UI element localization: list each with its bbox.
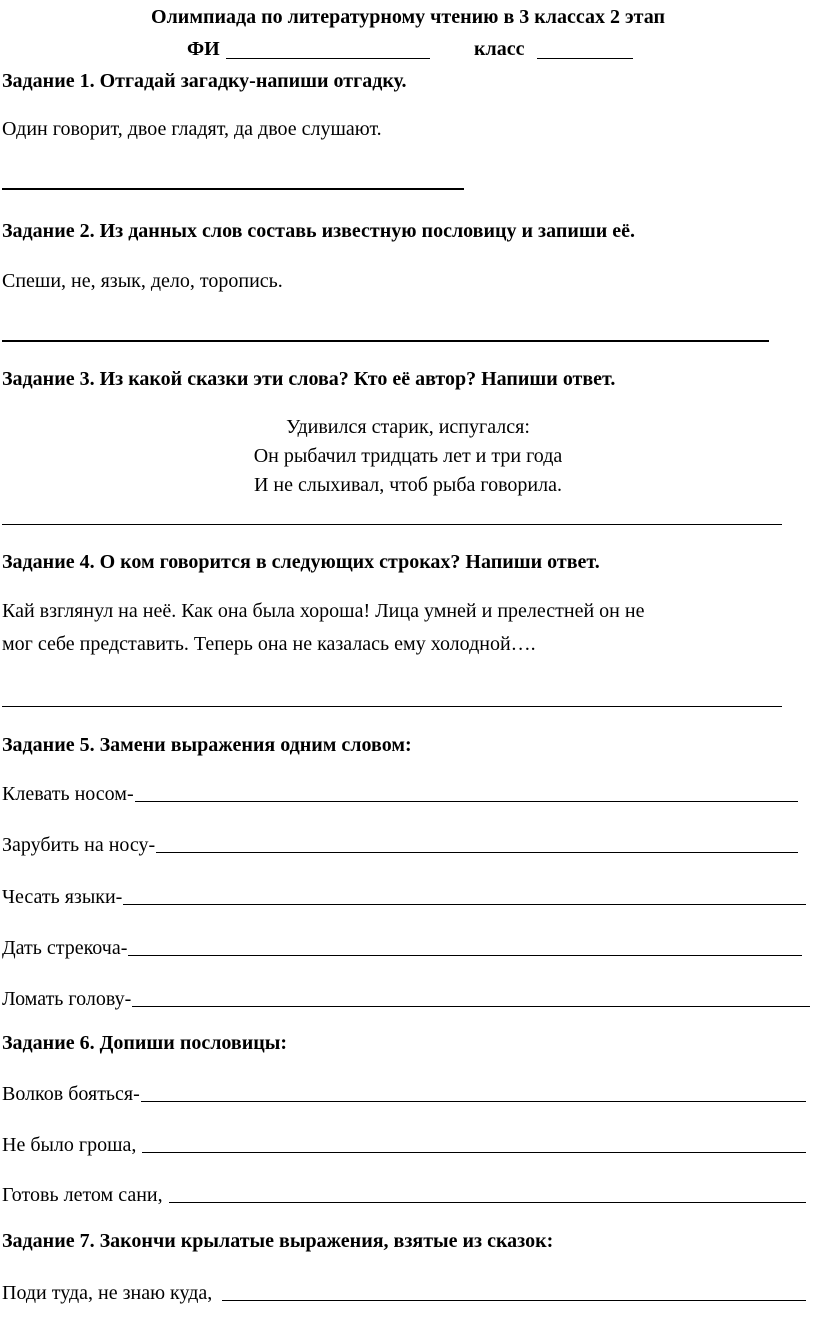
poem-line: Он рыбачил тридцать лет и три года [253, 445, 563, 467]
task3-heading: Задание 3. Из какой сказки эти слова? Кто её автор? Напиши ответ. [2, 368, 616, 390]
task2-heading: Задание 2. Из данных слов составь известную пословицу и запиши её. [2, 220, 636, 242]
item-label: Зарубить на носу- [2, 834, 156, 856]
answer-line[interactable] [141, 1101, 806, 1102]
task5-item [2, 934, 802, 960]
item-label: Дать стрекоча- [2, 937, 128, 959]
task4-text-line: Кай взглянул на неё. Как она была хороша! Лица умней и прелестней он не [2, 600, 645, 622]
page-title: Олимпиада по литературному чтению в 3 классах 2 этап [151, 6, 665, 28]
class-answer-line[interactable] [537, 58, 633, 59]
task7-item [2, 1279, 806, 1305]
task3-answer-line[interactable] [2, 524, 782, 525]
fi-label: ФИ [187, 38, 220, 60]
task6-item [2, 1131, 806, 1157]
item-label: Клевать носом- [2, 783, 134, 805]
answer-line[interactable] [169, 1202, 806, 1203]
task4-text-line: мог себе представить. Теперь она не казалась ему холодной…. [2, 633, 536, 655]
task1-heading: Задание 1. Отгадай загадку-напиши отгадку. [2, 70, 407, 92]
task1-riddle: Один говорит, двое гладят, да двое слушают. [2, 118, 382, 140]
answer-line[interactable] [156, 852, 798, 853]
task2-words: Спеши, не, язык, дело, торопись. [2, 270, 283, 292]
item-label: Поди туда, не знаю куда, [2, 1282, 213, 1304]
answer-line[interactable] [142, 1152, 806, 1153]
task6-heading: Задание 6. Допиши пословицы: [2, 1032, 288, 1054]
task4-answer-line[interactable] [2, 706, 782, 707]
task5-heading: Задание 5. Замени выражения одним словом: [2, 734, 412, 756]
task5-item [2, 831, 798, 857]
answer-line[interactable] [123, 904, 806, 905]
answer-line[interactable] [135, 801, 798, 802]
task6-item [2, 1080, 806, 1106]
task5-item [2, 780, 798, 806]
task4-heading: Задание 4. О ком говорится в следующих строках? Напиши ответ. [2, 551, 600, 573]
task2-answer-line[interactable] [2, 340, 769, 342]
answer-line[interactable] [132, 1006, 810, 1007]
task6-item [2, 1181, 806, 1207]
poem-line: И не слыхивал, чтоб рыба говорила. [253, 474, 562, 496]
task5-item [2, 883, 806, 909]
fi-answer-line[interactable] [226, 58, 430, 59]
item-label: Волков бояться- [2, 1083, 140, 1105]
answer-line[interactable] [222, 1300, 806, 1301]
poem-line: Удивился старик, испугался: [286, 416, 530, 438]
answer-line[interactable] [128, 955, 802, 956]
item-label: Не было гроша, [2, 1134, 137, 1156]
task5-item [2, 985, 810, 1011]
item-label: Готовь летом сани, [2, 1184, 163, 1206]
class-label: класс [474, 38, 525, 60]
item-label: Ломать голову- [2, 988, 132, 1010]
task7-heading: Задание 7. Закончи крылатые выражения, взятые из сказок: [2, 1230, 554, 1252]
item-label: Чесать языки- [2, 886, 123, 908]
task1-answer-line[interactable] [2, 188, 464, 190]
